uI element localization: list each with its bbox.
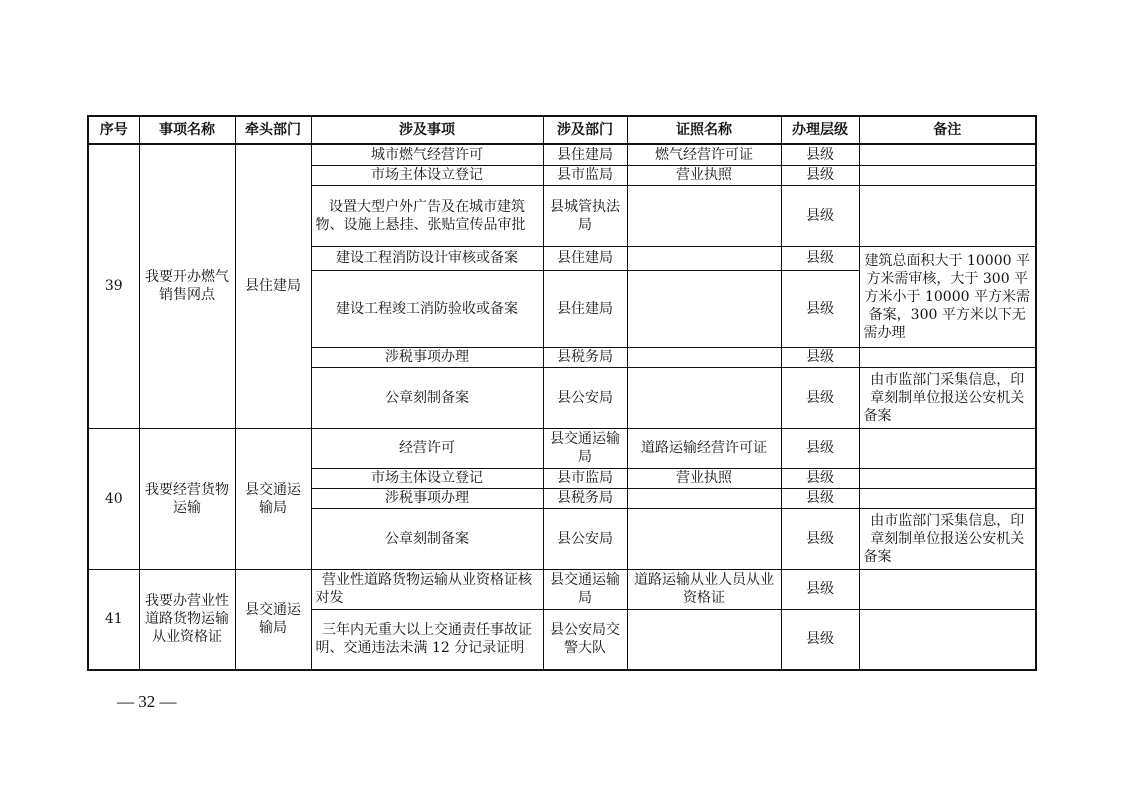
involved-dept: 县税务局 bbox=[543, 347, 627, 367]
remark bbox=[859, 144, 1036, 165]
involved-item: 涉税事项办理 bbox=[311, 347, 543, 367]
involved-dept: 县城管执法局 bbox=[543, 185, 627, 246]
level: 县级 bbox=[781, 165, 859, 185]
involved-dept: 县税务局 bbox=[543, 488, 627, 508]
group-lead-dept: 县交通运输局 bbox=[235, 428, 311, 569]
remark: 由市监部门采集信息，印章刻制单位报送公安机关备案 bbox=[859, 367, 1036, 428]
license-name bbox=[627, 367, 781, 428]
level: 县级 bbox=[781, 144, 859, 165]
involved-dept: 县市监局 bbox=[543, 468, 627, 488]
header-row bbox=[88, 116, 1036, 144]
license-name bbox=[627, 609, 781, 670]
header-involved-items: 涉及事项 bbox=[311, 116, 543, 144]
license-name: 营业执照 bbox=[627, 468, 781, 488]
involved-item: 营业性道路货物运输从业资格证核对发 bbox=[311, 569, 543, 609]
involved-dept: 县交通运输局 bbox=[543, 569, 627, 609]
header-lead-dept: 牵头部门 bbox=[235, 116, 311, 144]
table-row bbox=[88, 569, 1036, 609]
license-name: 营业执照 bbox=[627, 165, 781, 185]
header-remarks: 备注 bbox=[859, 116, 1036, 144]
group-lead-dept: 县住建局 bbox=[235, 144, 311, 428]
header-seq: 序号 bbox=[88, 116, 139, 144]
license-name: 道路运输经营许可证 bbox=[627, 428, 781, 468]
involved-item: 设置大型户外广告及在城市建筑物、设施上悬挂、张贴宣传品审批 bbox=[311, 185, 543, 246]
license-name: 燃气经营许可证 bbox=[627, 144, 781, 165]
remark: 建筑总面积大于 10000 平方米需审核，大于 300 平方米小于 10000 平方米需备案，300 平方米以下无需办理 bbox=[859, 246, 1036, 347]
level: 县级 bbox=[781, 508, 859, 569]
remark bbox=[859, 609, 1036, 670]
level: 县级 bbox=[781, 569, 859, 609]
involved-dept: 县公安局 bbox=[543, 508, 627, 569]
involved-item: 城市燃气经营许可 bbox=[311, 144, 543, 165]
level: 县级 bbox=[781, 185, 859, 246]
involved-dept: 县公安局 bbox=[543, 367, 627, 428]
table-row bbox=[88, 144, 1036, 165]
involved-item: 公章刻制备案 bbox=[311, 367, 543, 428]
header-item-name: 事项名称 bbox=[139, 116, 235, 144]
license-name bbox=[627, 488, 781, 508]
group-number: 40 bbox=[88, 428, 139, 569]
group-name: 我要办营业性道路货物运输从业资格证 bbox=[139, 569, 235, 670]
page-number: — 32 — bbox=[117, 692, 177, 711]
remark bbox=[859, 468, 1036, 488]
remark: 由市监部门采集信息，印章刻制单位报送公安机关备案 bbox=[859, 508, 1036, 569]
license-name bbox=[627, 508, 781, 569]
license-name bbox=[627, 347, 781, 367]
license-name: 道路运输从业人员从业资格证 bbox=[627, 569, 781, 609]
remark bbox=[859, 185, 1036, 246]
involved-item: 涉税事项办理 bbox=[311, 488, 543, 508]
involved-item: 建设工程消防设计审核或备案 bbox=[311, 246, 543, 270]
group-name: 我要经营货物运输 bbox=[139, 428, 235, 569]
involved-dept: 县住建局 bbox=[543, 270, 627, 347]
level: 县级 bbox=[781, 468, 859, 488]
group-number: 39 bbox=[88, 144, 139, 428]
involved-item: 建设工程竣工消防验收或备案 bbox=[311, 270, 543, 347]
remark bbox=[859, 165, 1036, 185]
level: 县级 bbox=[781, 367, 859, 428]
license-name bbox=[627, 270, 781, 347]
header-license-name: 证照名称 bbox=[627, 116, 781, 144]
header-level: 办理层级 bbox=[781, 116, 859, 144]
level: 县级 bbox=[781, 270, 859, 347]
involved-dept: 县住建局 bbox=[543, 144, 627, 165]
table-row bbox=[88, 428, 1036, 468]
level: 县级 bbox=[781, 609, 859, 670]
remark bbox=[859, 347, 1036, 367]
license-name bbox=[627, 185, 781, 246]
license-name bbox=[627, 246, 781, 270]
group-lead-dept: 县交通运输局 bbox=[235, 569, 311, 670]
header-involved-dept: 涉及部门 bbox=[543, 116, 627, 144]
level: 县级 bbox=[781, 488, 859, 508]
remark bbox=[859, 428, 1036, 468]
remark bbox=[859, 569, 1036, 609]
involved-dept: 县市监局 bbox=[543, 165, 627, 185]
involved-dept: 县公安局交警大队 bbox=[543, 609, 627, 670]
group-number: 41 bbox=[88, 569, 139, 670]
involved-item: 市场主体设立登记 bbox=[311, 165, 543, 185]
level: 县级 bbox=[781, 347, 859, 367]
level: 县级 bbox=[781, 246, 859, 270]
involved-dept: 县交通运输局 bbox=[543, 428, 627, 468]
involved-dept: 县住建局 bbox=[543, 246, 627, 270]
group-name: 我要开办燃气销售网点 bbox=[139, 144, 235, 428]
involved-item: 三年内无重大以上交通责任事故证明、交通违法未满 12 分记录证明 bbox=[311, 609, 543, 670]
level: 县级 bbox=[781, 428, 859, 468]
service-table bbox=[87, 115, 1037, 671]
remark bbox=[859, 488, 1036, 508]
involved-item: 公章刻制备案 bbox=[311, 508, 543, 569]
involved-item: 经营许可 bbox=[311, 428, 543, 468]
involved-item: 市场主体设立登记 bbox=[311, 468, 543, 488]
